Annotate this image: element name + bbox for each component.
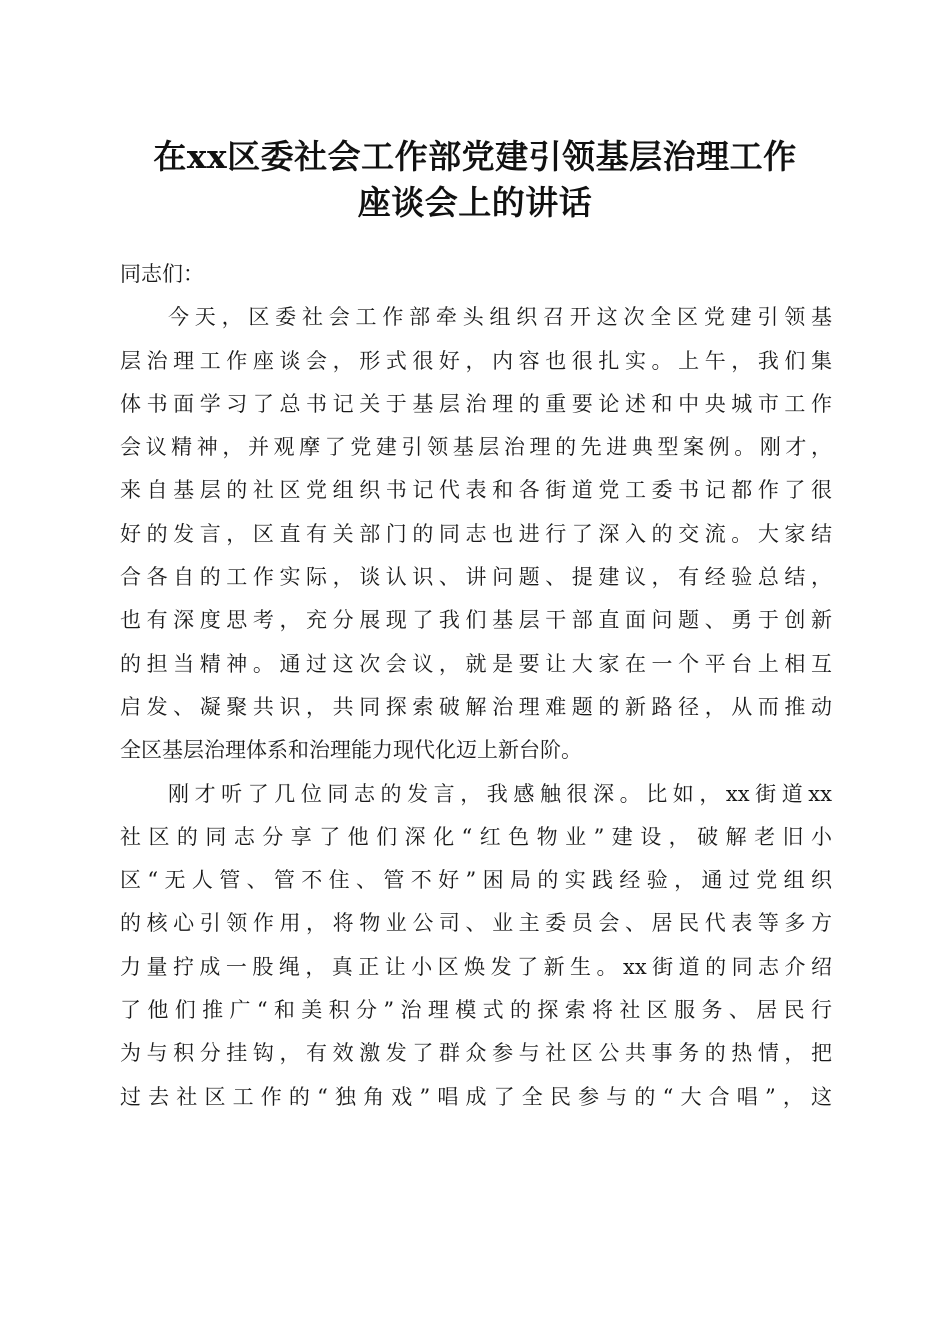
paragraph-line: 合各自的工作实际，谈认识、讲问题、提建议，有经验总结， xyxy=(120,565,832,590)
paragraph-line: 启发、凝聚共识，共同探索破解治理难题的新路径，从而推动 xyxy=(120,694,832,719)
paragraph-line: 好的发言，区直有关部门的同志也进行了深入的交流。大家结 xyxy=(120,521,832,546)
title-line: 座谈会上的讲话 xyxy=(357,183,593,222)
paragraph-1 xyxy=(120,296,832,772)
paragraph-line: 今天，区委社会工作部牵头组织召开这次全区党建引领基 xyxy=(168,305,832,330)
paragraph-line: 力量拧成一股绳，真正让小区焕发了新生。xx街道的同志介绍 xyxy=(120,954,832,979)
paragraph-line: 也有深度思考，充分展现了我们基层干部直面问题、勇于创新 xyxy=(120,608,832,633)
paragraph-line: 了他们推广“和美积分”治理模式的探索将社区服务、居民行 xyxy=(120,998,832,1023)
salutation: 同志们： xyxy=(120,262,204,286)
paragraph-line: 为与积分挂钩，有效激发了群众参与社区公共事务的热情，把 xyxy=(120,1041,832,1066)
paragraph-2 xyxy=(120,773,832,1119)
title-line: 在xx区委社会工作部党建引领基层治理工作 xyxy=(153,137,797,176)
paragraph-line: 刚才听了几位同志的发言，我感触很深。比如，xx街道xx xyxy=(168,781,832,806)
paragraph-line: 层治理工作座谈会，形式很好，内容也很扎实。上午，我们集 xyxy=(120,348,832,373)
paragraph-line: 过去社区工作的“独角戏”唱成了全民参与的“大合唱”，这 xyxy=(120,1084,832,1109)
document-body xyxy=(120,253,832,1119)
paragraph-line: 来自基层的社区党组织书记代表和各街道党工委书记都作了很 xyxy=(120,478,832,503)
paragraph-line: 的担当精神。通过这次会议，就是要让大家在一个平台上相互 xyxy=(120,651,832,676)
paragraph-line: 区“无人管、管不住、管不好”困局的实践经验，通过党组织 xyxy=(120,868,832,893)
paragraph-line: 的核心引领作用，将物业公司、业主委员会、居民代表等多方 xyxy=(120,911,832,936)
paragraph-line: 社区的同志分享了他们深化“红色物业”建设，破解老旧小 xyxy=(120,824,832,849)
paragraph-line: 体书面学习了总书记关于基层治理的重要论述和中央城市工作 xyxy=(120,391,832,416)
paragraph-line: 全区基层治理体系和治理能力现代化迈上新台阶。 xyxy=(120,738,582,763)
paragraph-line: 会议精神，并观摩了党建引领基层治理的先进典型案例。刚才， xyxy=(120,435,832,460)
document-title xyxy=(100,134,850,226)
